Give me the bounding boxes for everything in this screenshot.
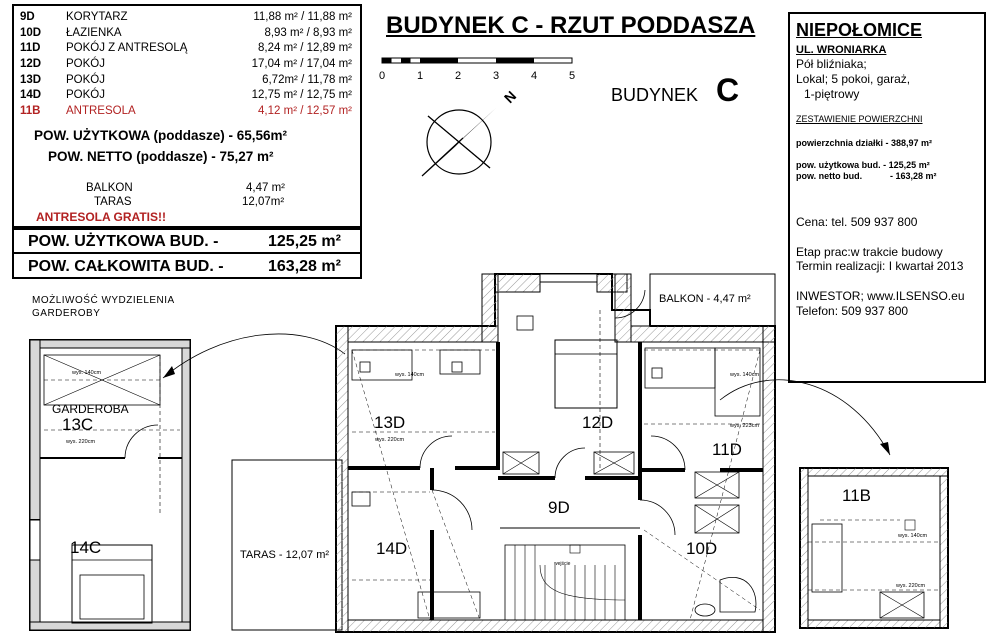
room-name: ŁAZIENKA — [66, 26, 122, 39]
phone: Telefon: 509 937 800 — [796, 304, 909, 318]
entrance-note: wejście — [554, 561, 571, 567]
height-note: wys. 140cm — [395, 372, 425, 378]
uzytkowa-bud-label: POW. UŻYTKOWA BUD. - — [28, 233, 219, 250]
mozliwosc-text: MOŻLIWOŚĆ WYDZIELENIA — [32, 295, 175, 306]
uzytkowa-bud-value: 125,25 m² — [268, 233, 341, 250]
height-note: wys. 140cm — [72, 370, 102, 376]
scale-label: 0 — [378, 70, 386, 82]
room-label-14D: 14D — [376, 539, 408, 558]
room-code: 11B — [20, 105, 41, 118]
room-label-12D: 12D — [582, 413, 614, 432]
pow-netto-poddasze: POW. NETTO (poddasze) - 75,27 m² — [48, 149, 274, 164]
scale-label: 1 — [416, 70, 424, 82]
room-area: 4,12 m² / 12,57 m² — [258, 105, 352, 118]
investor: INWESTOR; www.ILSENSO.eu — [796, 289, 965, 303]
room-area: 8,24 m² / 12,89 m² — [258, 42, 352, 55]
info-line: 1-piętrowy — [804, 87, 860, 101]
room-name: POKÓJ Z ANTRESOLĄ — [66, 42, 188, 55]
height-note: wys. 223cm — [730, 423, 760, 429]
room-label-14C: 14C — [70, 538, 102, 557]
street: UL. WRONIARKA — [796, 44, 887, 56]
net-area-value: - 163,28 m² — [890, 171, 937, 181]
north-arrow-icon — [422, 88, 519, 176]
room-area: 6,72m² / 11,78 m² — [262, 73, 352, 86]
room-name: ANTRESOLA — [66, 105, 136, 118]
city-title: NIEPOŁOMICE — [796, 20, 923, 40]
price-contact: Cena: tel. 509 937 800 — [796, 215, 918, 229]
balkon-label-plan: BALKON - 4,47 m² — [659, 293, 751, 305]
room-label-11B: 11B — [842, 486, 871, 505]
room-name: POKÓJ — [66, 58, 105, 71]
room-name: POKÓJ — [66, 73, 105, 86]
room-label-9D: 9D — [548, 498, 570, 517]
antresola-gratis: ANTRESOLA GRATIS!! — [36, 210, 166, 224]
room-code: 9D — [20, 11, 35, 23]
height-note: wys. 220cm — [66, 439, 96, 445]
info-line: Lokal; 5 pokoi, garaż, — [796, 72, 911, 86]
north-label: N — [500, 87, 520, 107]
garderoba-label: GARDEROBA — [52, 402, 129, 416]
room-code: 11D — [20, 42, 41, 55]
calkowita-bud-label: POW. CAŁKOWITA BUD. - — [28, 258, 224, 275]
main-floor-plan — [336, 274, 775, 632]
taras-value: 12,07m² — [242, 196, 285, 208]
dzialka-area: powierzchnia działki - 388,97 m² — [796, 138, 933, 148]
room-label-10D: 10D — [686, 539, 718, 558]
room-area: 17,04 m² / 17,04 m² — [251, 58, 352, 71]
room-area: 11,88 m² / 11,88 m² — [253, 11, 352, 23]
height-note: wys. 140cm — [898, 533, 928, 539]
arrow-icon — [163, 366, 175, 378]
scale-label: 3 — [492, 70, 500, 82]
scale-label: 5 — [568, 70, 576, 82]
building-letter: C — [716, 72, 740, 108]
height-note: wys. 140cm — [730, 372, 760, 378]
height-note: wys. 220cm — [375, 437, 405, 443]
arrow-icon — [880, 442, 890, 455]
net-area-label: pow. netto bud. — [796, 171, 863, 181]
completion-date: Termin realizacji: I kwartał 2013 — [796, 259, 964, 273]
room-label-13D: 13D — [374, 413, 406, 432]
usable-area: pow. użytkowa bud. - 125,25 m² — [796, 160, 930, 170]
room-code: 10D — [20, 26, 42, 39]
antresola-module — [800, 468, 948, 628]
taras-label: TARAS — [94, 196, 132, 208]
room-area: 8,93 m² / 8,93 m² — [264, 26, 352, 39]
page-title: BUDYNEK C - RZUT PODDASZA — [386, 12, 756, 39]
work-stage: Etap prac:w trakcie budowy — [796, 245, 943, 259]
scale-label: 4 — [530, 70, 538, 82]
taras-label-plan: TARAS - 12,07 m² — [240, 549, 330, 561]
zestawienie-heading: ZESTAWIENIE POWIERZCHNI — [796, 114, 923, 124]
room-name: KORYTARZ — [66, 11, 128, 23]
building-label: BUDYNEK — [611, 85, 699, 105]
room-code: 14D — [20, 89, 42, 102]
room-area: 12,75 m² / 12,75 m² — [251, 89, 352, 102]
mozliwosc-text: GARDEROBY — [32, 308, 101, 319]
staircase — [505, 545, 625, 620]
calkowita-bud-value: 163,28 m² — [268, 258, 341, 275]
room-name: POKÓJ — [66, 89, 105, 102]
scale-label: 2 — [454, 70, 462, 82]
room-code: 13D — [20, 73, 42, 86]
room-label-11D: 11D — [712, 440, 742, 459]
balkon-value: 4,47 m² — [246, 182, 285, 194]
pow-uzytkowa-poddasze: POW. UŻYTKOWA (poddasze) - 65,56m² — [34, 128, 288, 143]
room-code: 12D — [20, 58, 42, 71]
balkon-label: BALKON — [86, 182, 133, 194]
scale-bar — [379, 58, 575, 82]
height-note: wys. 220cm — [896, 583, 926, 589]
room-label-13C: 13C — [62, 415, 94, 434]
info-line: Pół bliźniaka; — [796, 57, 867, 71]
garderoba-module — [30, 340, 190, 630]
